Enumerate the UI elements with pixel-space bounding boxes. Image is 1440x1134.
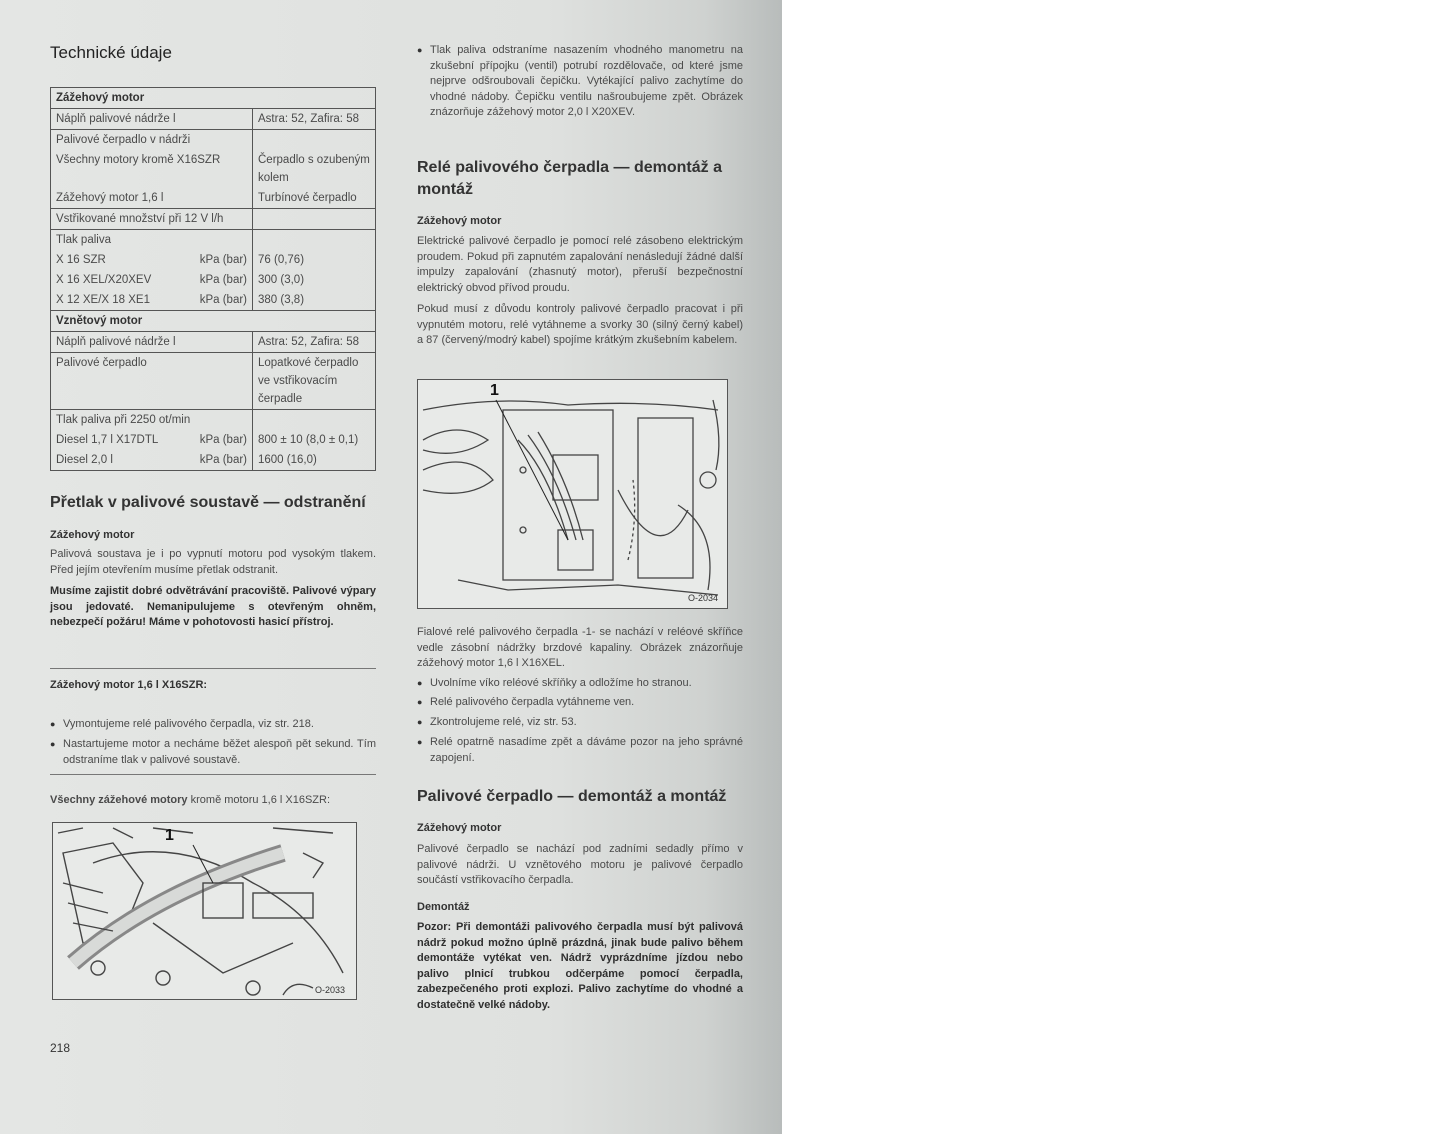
tank-value: Astra: 52, Zafira: 58	[253, 109, 376, 130]
diesel-pump-value: Lopatkové čerpadlo ve vstřikovacím čerpadle	[253, 353, 376, 410]
table-row: X 16 SZR kPa (bar) 76 (0,76)	[51, 250, 376, 270]
petrol-header: Zážehový motor	[51, 88, 376, 109]
diesel-pump-label: Palivové čerpadlo	[51, 353, 253, 410]
pump-in-tank-label: Palivové čerpadlo v nádrži	[51, 130, 253, 151]
relay-box-illustration	[418, 380, 727, 608]
all-engines-label: Všechny motory kromě X16SZR	[51, 150, 253, 188]
table-row: X 16 XEL/X20XEV kPa (bar) 300 (3,0)	[51, 270, 376, 290]
figure-callout: 1	[490, 382, 499, 399]
divider	[50, 774, 376, 775]
sub-heading-x16szr: Zážehový motor 1,6 l X16SZR:	[50, 679, 208, 691]
list-item: ● Relé opatrně nasadíme zpět a dáváme pozor na jeho správné zapojení.	[417, 735, 743, 766]
list-item: ● Vymontujeme relé palivového čerpadla, viz str. 218.	[50, 717, 376, 733]
warning-text: Musíme zajistit dobré odvětrávání pracoviště. Palivové výpary jsou jedovaté. Nemanipulujeme s otevřeným ohněm, nebezpečí požáru! Máme v pohotovosti hasicí přístroj.	[50, 585, 376, 628]
list-item: ● Zkontrolujeme relé, viz str. 53.	[417, 715, 743, 731]
paragraph: Palivové čerpadlo se nachází pod zadními sedadly přímo v palivové nádrži. U vznětového motoru je palivové čerpadlo součástí vstřikovacího čerpadla.	[417, 843, 743, 886]
paragraph: Pokud musí z důvodu kontroly palivové čerpadlo pracovat i při vypnutém motoru, relé vytáhneme a svorky 30 (silný černý kabel) a 87 (červený/modrý kabel) spojíme krátkým zkušebním kabelem.	[417, 303, 743, 346]
pump-section-title: Palivové čerpadlo — demontáž a montáž	[417, 788, 727, 805]
sub-heading-petrol: Zážehový motor	[417, 822, 502, 834]
pressure-label: Tlak paliva	[51, 230, 253, 251]
diesel-tank-label: Náplň palivové nádrže l	[51, 332, 253, 353]
paragraph: Elektrické palivové čerpadlo je pomocí relé zásobeno elektrickým proudem. Pokud při zapnutém zapalování nenásledují žádné další impulzy zapalování (zhasnutý motor), přeruší bezpečnostní elektrický obvod přívod proudu.	[417, 235, 743, 294]
technical-data-table	[50, 87, 376, 471]
table-row: X 12 XE/X 18 XE1 kPa (bar) 380 (3,8)	[51, 290, 376, 311]
relay-figure	[417, 379, 728, 609]
figure-callout: 1	[165, 827, 174, 844]
table-row: Diesel 1,7 l X17DTL kPa (bar) 800 ± 10 (8,0 ± 0,1)	[51, 430, 376, 450]
engine16-label: Zážehový motor 1,6 l	[51, 188, 253, 209]
paragraph: Palivová soustava je i po vypnutí motoru pod vysokým tlakem. Před jejím otevřením musíme přetlak odstranit.	[50, 548, 376, 576]
diesel-pressure-label: Tlak paliva při 2250 ot/min	[51, 410, 253, 431]
figure-caption: Fialové relé palivového čerpadla -1- se nachází v reléové skříňce vedle zásobní nádržky brzdové kapaliny. Obrázek znázorňuje zážehový motor 1,6 l X16XEL.	[417, 626, 743, 669]
sub-heading-all-engines: Všechny zážehové motory kromě motoru 1,6 l X16SZR:	[50, 794, 331, 806]
divider	[50, 668, 376, 669]
table-row: Diesel 2,0 l kPa (bar) 1600 (16,0)	[51, 450, 376, 471]
figure-code: O-2034	[688, 593, 719, 603]
list-item: ● Uvolníme víko reléové skříňky a odložíme ho stranou.	[417, 676, 743, 692]
diesel-header: Vznětový motor	[51, 311, 376, 332]
all-engines-value: Čerpadlo s ozubeným kolem	[253, 150, 376, 188]
pump-warning: Pozor: Při demontáži palivového čerpadla musí být palivová nádrž pokud možno úplně prázdná, jinak bude palivo během demontáže vytékat ven. Nádrž vyprázdníme jízdou nebo palivo plnicí trubkou odčerpáme pomocí čerpadla, zabezpečeného proti explozi. Palivo zachytíme do vhodné a dostatečně velké nádoby.	[417, 921, 743, 1011]
injected-label: Vstřikované množství při 12 V l/h	[51, 209, 253, 230]
page-title: Technické údaje	[50, 43, 172, 62]
sub-heading-petrol: Zážehový motor	[417, 215, 502, 227]
list-item: ● Tlak paliva odstraníme nasazením vhodného manometru na zkušební přípojku (ventil) potrubí rozdělovače, od které jsme nejprve odšroubovali čepičku. Vytékající palivo zachytíme do vhodné nádoby. Čepičku ventilu našroubujeme zpět. Obrázek znázorňuje zážehový motor 2,0 l X20XEV.	[417, 43, 743, 121]
engine16-value: Turbínové čerpadlo	[253, 188, 376, 209]
list-item: ● Nastartujeme motor a necháme běžet alespoň pět sekund. Tím odstraníme tlak v palivové soustavě.	[50, 737, 376, 768]
list-item: ● Relé palivového čerpadla vytáhneme ven.	[417, 695, 743, 711]
sub-heading-petrol: Zážehový motor	[50, 529, 135, 541]
figure-code: O-2033	[315, 985, 346, 995]
tank-label: Náplň palivové nádrže l	[51, 109, 253, 130]
page-number: 218	[50, 1041, 71, 1055]
pressure-section-title: Přetlak v palivové soustavě — odstranění	[50, 494, 366, 511]
engine-figure-left	[52, 822, 357, 1000]
engine-illustration	[53, 823, 356, 999]
sub-heading-demontaz: Demontáž	[417, 901, 470, 913]
relay-section-title: Relé palivového čerpadla — demontáž a montáž	[417, 159, 722, 198]
diesel-tank-value: Astra: 52, Zafira: 58	[253, 332, 376, 353]
